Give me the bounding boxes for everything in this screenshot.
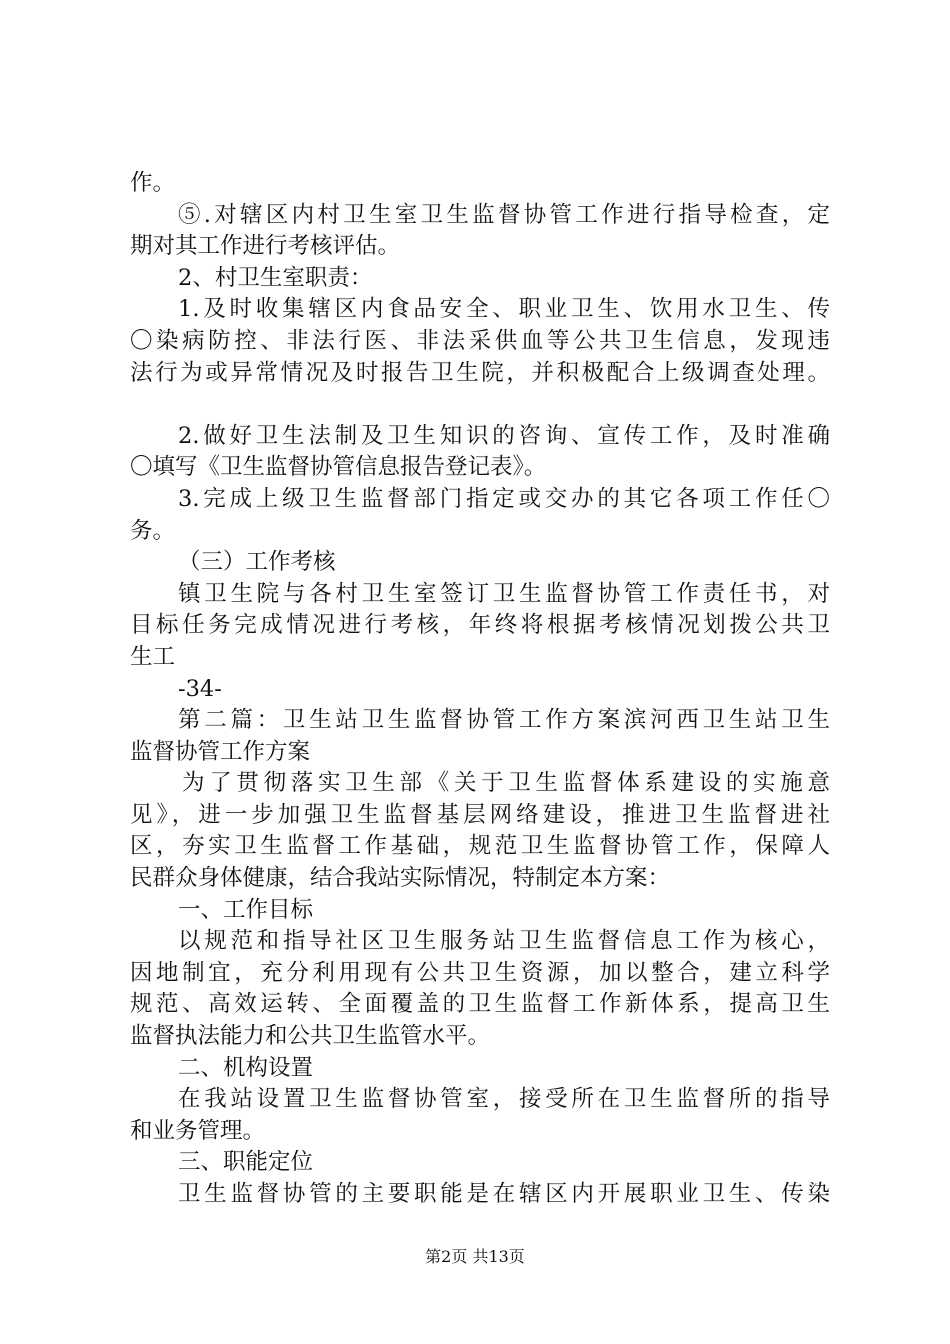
text-line: 3.完成上级卫生监督部门指定或交办的其它各项工作任〇: [178, 485, 830, 512]
text-line: ⑤.对辖区内村卫生室卫生监督协管工作进行指导检查，定: [178, 201, 830, 228]
text-line: 生工: [130, 643, 176, 670]
text-line: 期对其工作进行考核评估。: [130, 233, 401, 260]
text-line: 2.做好卫生法制及卫生知识的咨询、宣传工作，及时准确: [178, 422, 830, 449]
text-line: 以规范和指导社区卫生服务站卫生监督信息工作为核心，: [178, 928, 830, 955]
paragraph-gap: [130, 389, 830, 421]
chapter-title: 监督协管工作方案: [130, 738, 311, 765]
section-heading: （三）工作考核: [178, 549, 336, 576]
text-line: 监督执法能力和公共卫生监管水平。: [130, 1023, 491, 1050]
text-line: 和业务管理。: [130, 1117, 266, 1144]
text-line: 〇填写《卫生监督协管信息报告登记表》。: [130, 454, 547, 481]
text-line: 1.及时收集辖区内食品安全、职业卫生、饮用水卫生、传: [178, 296, 830, 323]
text-line: 〇染病防控、非法行医、非法采供血等公共卫生信息，发现违: [130, 327, 830, 354]
document-body: [130, 168, 830, 1211]
text-line: 镇卫生院与各村卫生室签订卫生监督协管工作责任书，对: [178, 580, 830, 607]
text-line: 2、村卫生室职责：: [178, 264, 373, 291]
text-line: 见》，进一步加强卫生监督基层网络建设，推进卫生监督进社: [130, 801, 830, 828]
text-line: 为了贯彻落实卫生部《关于卫生监督体系建设的实施意: [182, 770, 830, 797]
text-line: 区，夯实卫生监督工作基础，规范卫生监督协管工作，保障人: [130, 833, 830, 860]
text-line: 民群众身体健康，结合我站实际情况，特制定本方案：: [130, 865, 671, 892]
text-line: 法行为或异常情况及时报告卫生院，并积极配合上级调查处理。: [130, 359, 830, 386]
text-line: 因地制宜，充分利用现有公共卫生资源，加以整合，建立科学: [130, 959, 830, 986]
text-line: 在我站设置卫生监督协管室，接受所在卫生监督所的指导: [178, 1086, 830, 1113]
text-line: 作。: [130, 170, 176, 196]
page-footer: 第2页 共13页: [425, 1247, 525, 1266]
text-line: 目标任务完成情况进行考核，年终将根据考核情况划拨公共卫: [130, 612, 830, 639]
chapter-title: 第二篇：卫生站卫生监督协管工作方案滨河西卫生站卫生: [178, 707, 830, 734]
section-heading: 三、职能定位: [178, 1149, 314, 1176]
section-heading: 二、机构设置: [178, 1054, 314, 1081]
section-heading: 一、工作目标: [178, 896, 314, 923]
inline-page-number: -34-: [178, 675, 222, 702]
text-line: 规范、高效运转、全面覆盖的卫生监督工作新体系，提高卫生: [130, 991, 830, 1018]
text-line: 务。: [130, 517, 176, 544]
text-line: 卫生监督协管的主要职能是在辖区内开展职业卫生、传染: [178, 1181, 830, 1207]
